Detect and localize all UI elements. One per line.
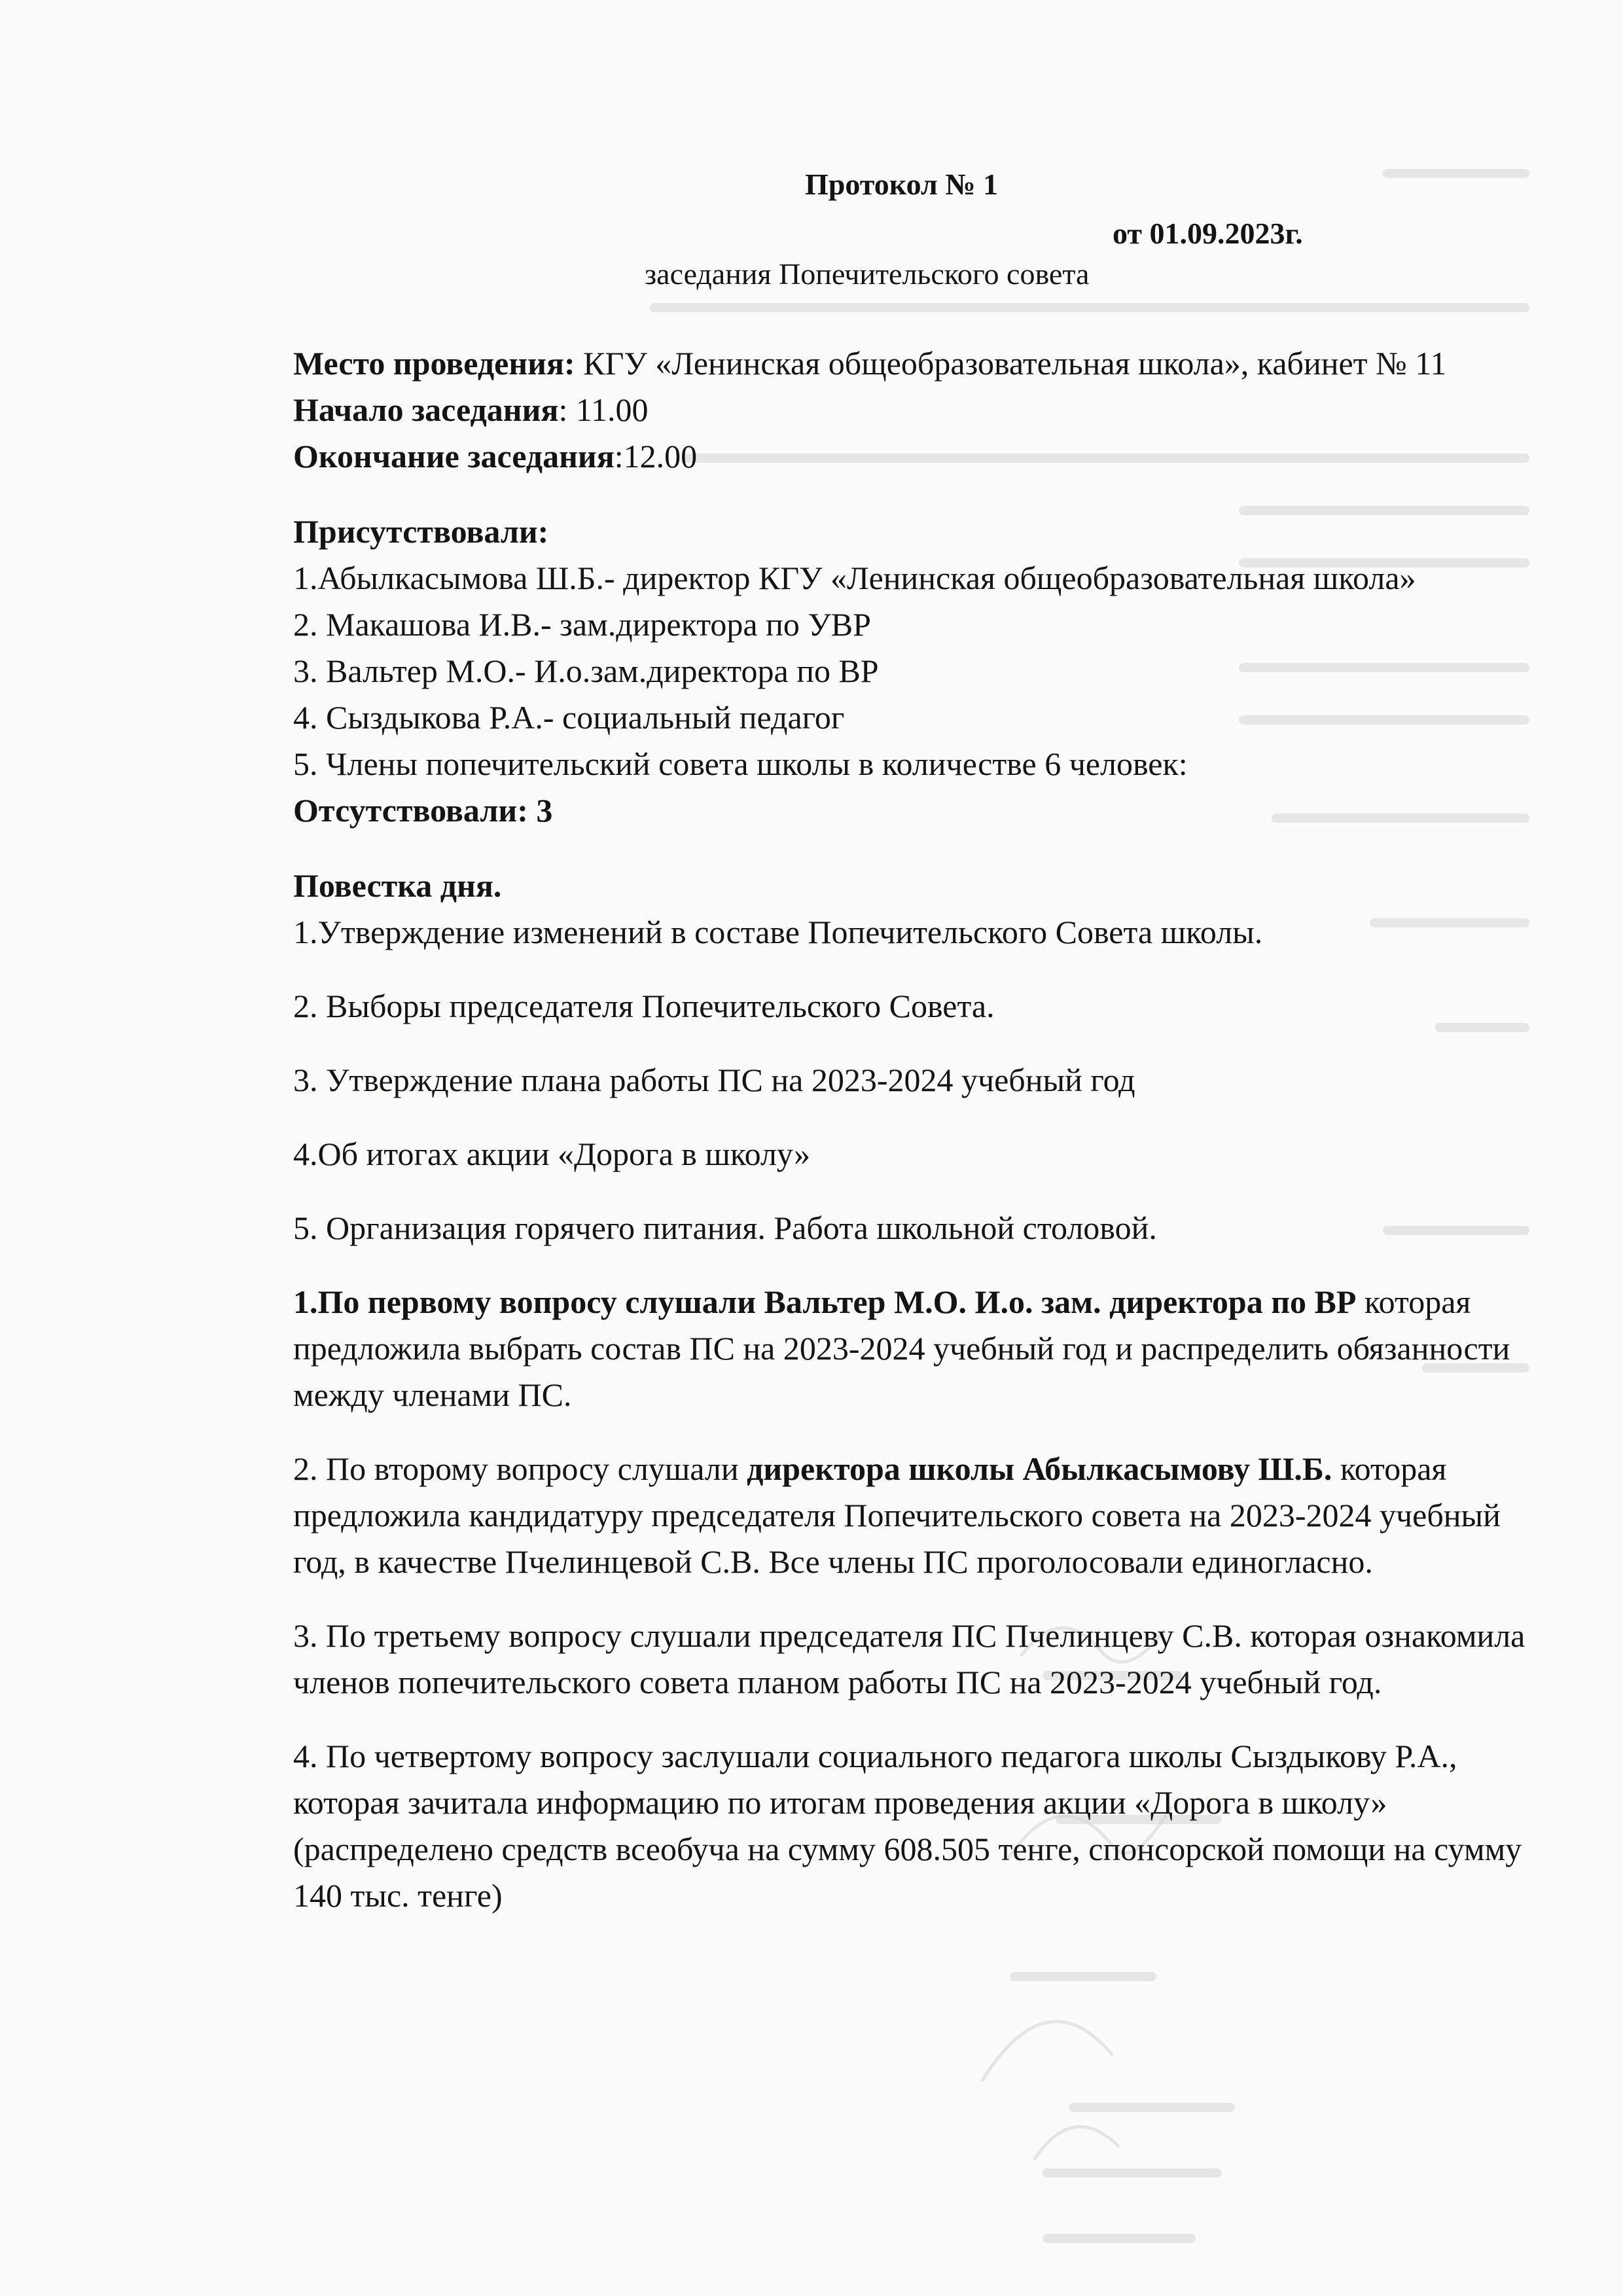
present-heading: Присутствовали:: [293, 513, 549, 550]
question-2-intro: 2. По второму вопросу слушали: [293, 1450, 747, 1487]
question-1-text: которая предложила выбрать состав ПС на 2023-2024 учебный год и распределить обязанности между членами ПС.: [293, 1283, 1510, 1413]
absent-count: Отсутствовали: 3: [293, 792, 553, 829]
protocol-title: Протокол № 1: [805, 168, 999, 201]
agenda-item: 5. Организация горячего питания. Работа школьной столовой.: [293, 1210, 1157, 1246]
meeting-start-value: : 11.00: [558, 391, 649, 428]
meeting-place-label: Место проведения:: [293, 345, 575, 382]
meeting-place: [293, 340, 1543, 387]
present-item: 1.Абылкасымова Ш.Б.- директор КГУ «Ленинская общеобразовательная школа»: [293, 560, 1416, 596]
protocol-date: от 01.09.2023г.: [1113, 217, 1303, 250]
agenda-item: 3. Утверждение плана работы ПС на 2023-2024 учебный год: [293, 1062, 1135, 1098]
agenda-heading: Повестка дня.: [293, 867, 502, 904]
protocol-body: [293, 340, 1543, 1946]
meeting-place-value: КГУ «Ленинская общеобразовательная школа», кабинет № 11: [575, 345, 1447, 382]
meeting-end: [293, 433, 1543, 480]
question-3: 3. По третьему вопросу слушали председателя ПС Пчелинцеву С.В. которая ознакомила членов попечительского совета планом работы ПС на 2023-2024 учебный год.: [293, 1617, 1525, 1700]
question-2: [293, 1446, 1543, 1585]
agenda-item: 4.Об итогах акции «Дорога в школу»: [293, 1136, 811, 1172]
agenda-item: 1.Утверждение изменений в составе Попечительского Совета школы.: [293, 914, 1263, 950]
meeting-end-label: Окончание заседания: [293, 438, 615, 475]
meeting-end-value: :12.00: [614, 438, 698, 475]
present-item: 4. Сыздыкова Р.А.- социальный педагог: [293, 699, 845, 736]
meeting-start: [293, 387, 1543, 433]
question-4: 4. По четвертому вопросу заслушали социального педагога школы Сыздыкову Р.А., которая зачитала информацию по итогам проведения акции «Дорога в школу» (распределено средств всеобуча на сумму 608.505 тенге, спонсорской помощи на сумму 140 тыс. тенге): [293, 1738, 1522, 1914]
question-2-text: которая предложила кандидатуру председателя Попечительского совета на 2023-2024 учебный год, в качестве Пчелинцевой С.В. Все члены ПС проголосовали единогласно.: [293, 1450, 1501, 1580]
present-item: 3. Вальтер М.О.- И.о.зам.директора по ВР: [293, 653, 879, 689]
protocol-subtitle: заседания Попечительского совета: [645, 257, 1090, 291]
present-item: 2. Макашова И.В.- зам.директора по УВР: [293, 606, 871, 643]
agenda-item: 2. Выборы председателя Попечительского Совета.: [293, 988, 995, 1024]
question-1: [293, 1279, 1543, 1418]
question-2-speaker: директора школы Абылкасымову Ш.Б.: [747, 1450, 1332, 1487]
meeting-start-label: Начало заседания: [293, 391, 559, 428]
present-item: 5. Члены попечительский совета школы в количестве 6 человек:: [293, 745, 1188, 782]
question-1-heading: 1.По первому вопросу слушали Вальтер М.О. И.о. зам. директора по ВР: [293, 1283, 1357, 1320]
